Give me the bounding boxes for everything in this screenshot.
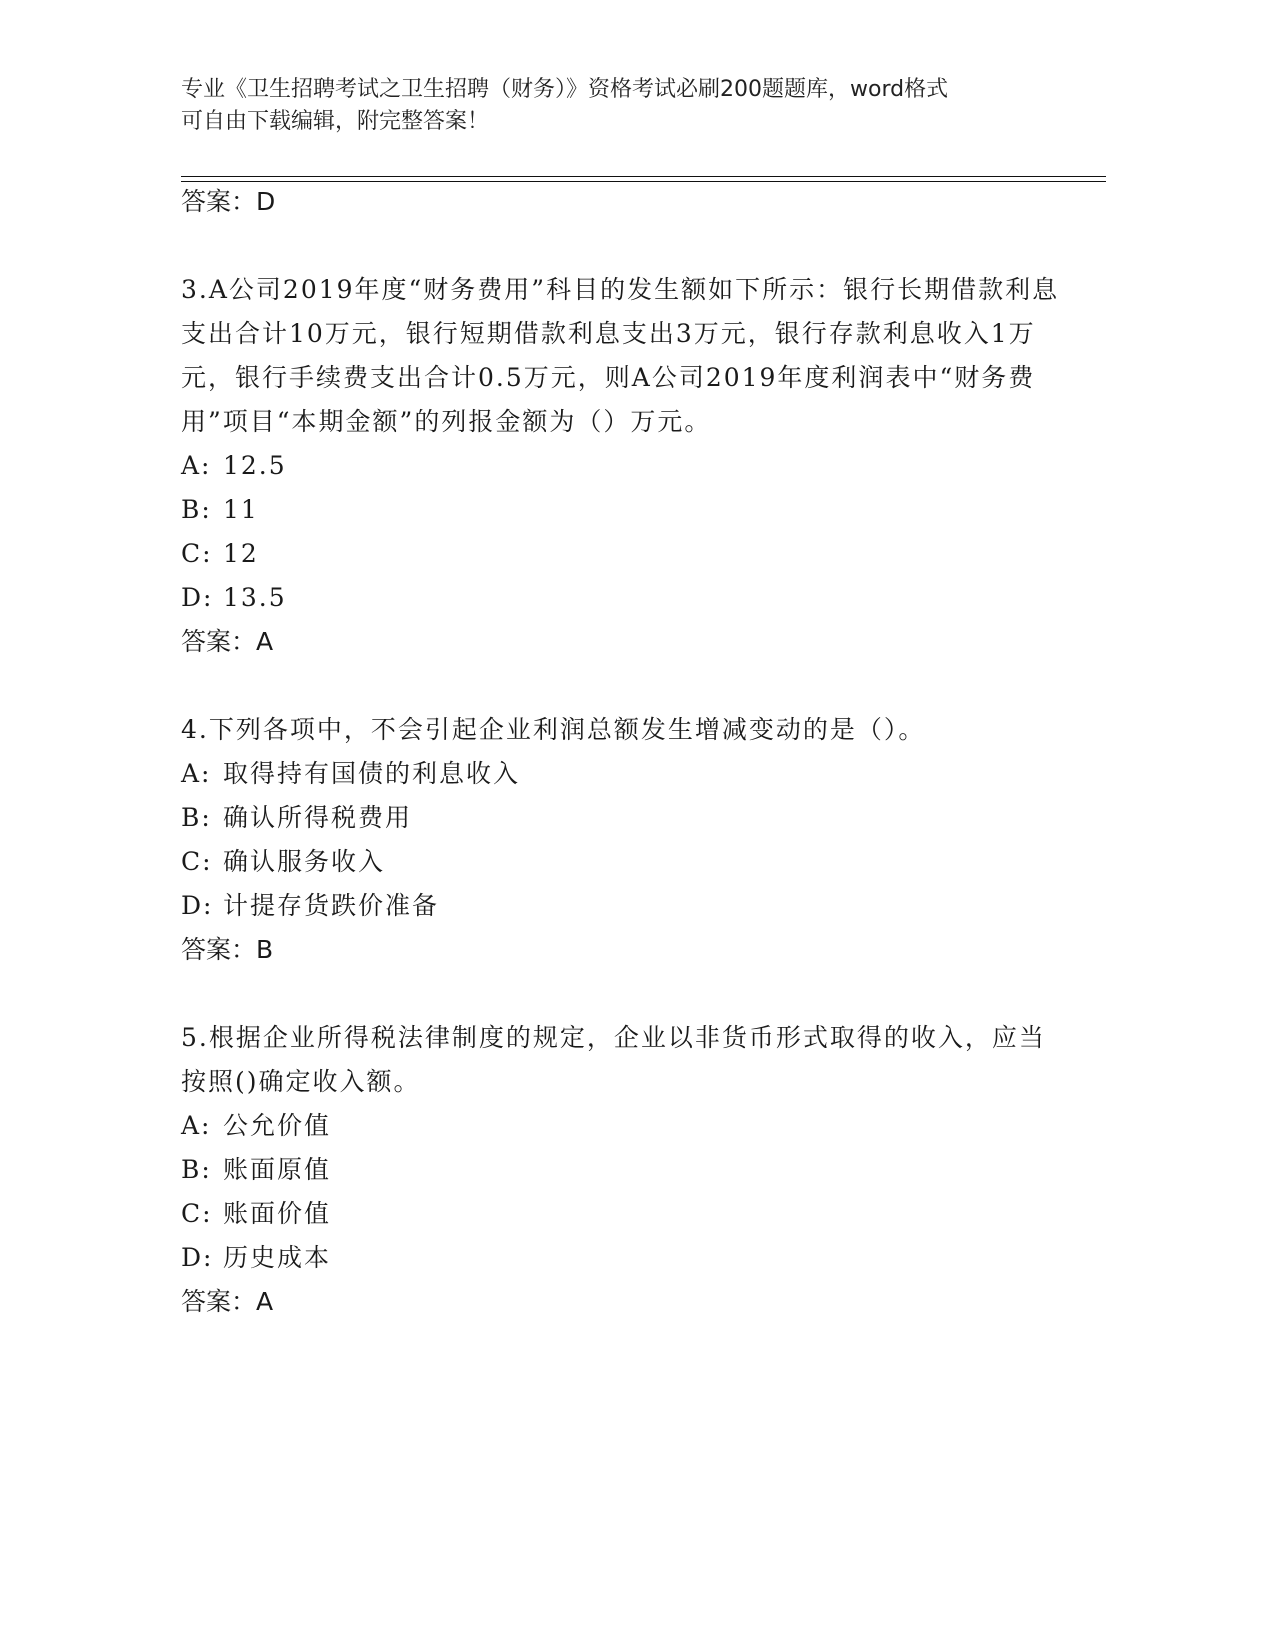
content-area	[181, 180, 1061, 1324]
option-text: 确认服务收入	[223, 847, 386, 876]
option-letter: A:	[181, 759, 212, 788]
option-letter: D:	[181, 583, 214, 612]
header-line-1: 专业《卫生招聘考试之卫生招聘（财务）》资格考试必刷200题题库，word格式	[181, 77, 949, 102]
option-letter: B:	[181, 803, 212, 832]
question-block	[181, 708, 1061, 972]
question-block	[181, 1016, 1061, 1324]
option-text: 取得持有国债的利息收入	[223, 759, 521, 788]
question-text: 4.下列各项中，不会引起企业利润总额发生增减变动的是（）。	[181, 715, 926, 744]
option-letter: B:	[181, 1155, 212, 1184]
option-letter: C:	[181, 847, 213, 876]
option-c	[181, 532, 1061, 576]
option-c	[181, 840, 1061, 884]
page-header	[181, 74, 1041, 138]
option-text: 公允价值	[223, 1111, 332, 1140]
option-text: 12	[223, 539, 259, 568]
option-text: 11	[223, 495, 259, 524]
question-block	[181, 268, 1061, 664]
option-letter: D:	[181, 891, 214, 920]
option-text: 账面原值	[223, 1155, 332, 1184]
option-d	[181, 576, 1061, 620]
option-a	[181, 444, 1061, 488]
option-d	[181, 1236, 1061, 1280]
option-b	[181, 1148, 1061, 1192]
option-text: 计提存货跌价准备	[223, 891, 440, 920]
option-text: 历史成本	[223, 1243, 332, 1272]
option-a	[181, 752, 1061, 796]
option-text: 13.5	[223, 583, 287, 612]
answer-line: 答案：A	[181, 1287, 274, 1316]
option-a	[181, 1104, 1061, 1148]
header-line-2: 可自由下载编辑，附完整答案！	[181, 109, 490, 134]
question-text: 5.根据企业所得税法律制度的规定，企业以非货币形式取得的收入，应当按照()确定收入额。	[181, 1023, 1046, 1096]
option-letter: B:	[181, 495, 212, 524]
option-letter: A:	[181, 451, 212, 480]
option-letter: D:	[181, 1243, 214, 1272]
option-text: 12.5	[223, 451, 287, 480]
option-letter: C:	[181, 539, 213, 568]
option-letter: C:	[181, 1199, 213, 1228]
answer-line: 答案：B	[181, 935, 274, 964]
option-c	[181, 1192, 1061, 1236]
header-rule-thick	[181, 176, 1106, 177]
option-text: 账面价值	[223, 1199, 332, 1228]
option-letter: A:	[181, 1111, 212, 1140]
option-b	[181, 488, 1061, 532]
answer-line: 答案：D	[181, 187, 276, 216]
option-text: 确认所得税费用	[223, 803, 413, 832]
option-b	[181, 796, 1061, 840]
option-d	[181, 884, 1061, 928]
answer-line: 答案：A	[181, 627, 274, 656]
question-text: 3.A公司2019年度“财务费用”科目的发生额如下所示：银行长期借款利息支出合计10万元，银行短期借款利息支出3万元，银行存款利息收入1万元，银行手续费支出合计0.5万元，则A公司2019年度利润表中“财务费用”项目“本期金额”的列报金额为（）万元。	[181, 275, 1060, 436]
